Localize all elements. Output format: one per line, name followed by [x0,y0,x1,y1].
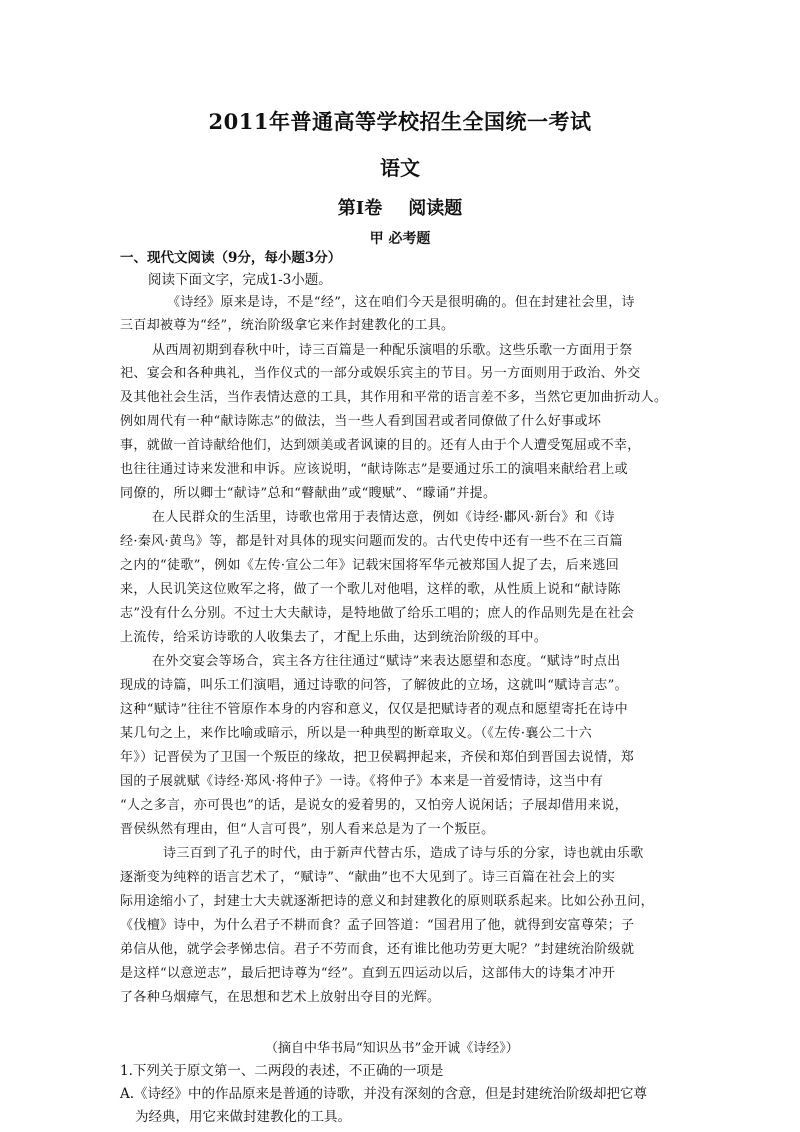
passage-line: 晋侯纵然有理由，但“人言可畏”，别人看来总是为了一个叛臣。 [120,822,495,837]
question-1-option-a: A.《诗经》中的作品原来是普通的诗歌，并没有深刻的含意，但是封建统治阶级却把它尊 [120,1086,648,1102]
passage-line: 诗三百到了孔子的时代，由于新声代替古乐，造成了诗与乐的分家，诗也就由乐歌 [163,846,644,861]
volume-heading [0,194,800,220]
passage-line: 也往往通过诗来发泄和申诉。应该说明，“献诗陈志”是要通过乐工的演唱来献给君上或 [120,462,628,477]
passage-line: 及其他社会生活，当作表情达意的工具，其作用和平常的语言差不多，当然它更加曲折动人。 [120,390,668,405]
passage-line: 从西周初期到春秋中叶，诗三百篇是一种配乐演唱的乐歌。这些乐歌一方面用于祭 [152,343,633,358]
passage-line: 例如周代有一种“献诗陈志”的做法，当一些人看到国君或者同僚做了什么好事或坏 [120,414,602,429]
passage-line: 《伐檀》诗中，为什么君子不耕而食？孟子回答道：“国君用了他，就得到安富尊荣；子 [120,918,635,933]
passage-line: 逐渐变为纯粹的语言艺术了，“赋诗”、“献曲”也不大见到了。诗三百篇在社会上的实 [120,870,616,885]
reading-instruction: 阅读下面文字，完成1-3小题。 [148,272,332,288]
passage-line: 在外交宴会等场合，宾主各方往往通过“赋诗”来表达愿望和态度。“赋诗”时点出 [152,654,621,669]
passage-line: 是这样“以意逆志”，最后把诗尊为“经”。直到五四运动以后，这部伟大的诗集才冲开 [120,966,616,981]
passage-line: 弟信从他，就学会孝悌忠信。君子不劳而食，还有谁比他功劳更大呢？”封建统治阶级就 [120,942,635,957]
passage-line: “人之多言，亦可畏也”的话，是说女的爱着男的，又怕旁人说闲话；子展却借用来说， [120,798,628,813]
subject-title: 语文 [380,156,420,180]
passage-line: 现成的诗篇，叫乐工们演唱，通过诗歌的问答，了解彼此的立场，这就叫“赋诗言志”。 [120,678,628,693]
passage-line: 某几句之上，来作比喻或暗示，所以是一种典型的断章取义。（《左传·襄公二十六 [120,726,593,741]
passage-line: 事，就做一首诗献给他们，达到颂美或者讽谏的目的。还有人由于个人遭受冤屈或不幸， [120,438,641,453]
question-1-option-a-continued: 为经典，用它来做封建教化的工具。 [135,1109,351,1125]
passage-line: 在人民群众的生活里，诗歌也常用于表情达意，例如《诗经·鄘风·新台》和《诗 [152,510,615,525]
passage-line: 上流传，给采访诗歌的人收集去了，才配上乐曲，达到统治阶级的耳中。 [120,630,548,645]
passage-line: 之内的“徒歌”，例如《左传·宣公二年》记载宋国将军华元被郑国人捉了去，后来逃回 [120,558,620,573]
question-1-stem: 1.下列关于原文第一、二两段的表述，不正确的一项是 [120,1063,444,1079]
passage-line: 三百却被尊为“经”，统治阶级拿它来作封建教化的工具。 [120,318,455,333]
passage-line: 《诗经》原来是诗，不是“经”，这在咱们今天是很明确的。但在封建社会里，诗 [167,295,635,310]
volume-name: 阅读题 [408,198,463,219]
exam-title: 2011年普通高等学校招生全国统一考试 [208,109,592,134]
passage-source: （摘自中华书局“知识丛书”金开诚《诗经》） [265,1041,519,1056]
passage-line: 国的子展就赋《诗经·郑风·将仲子》一诗。《将仲子》本来是一首爱情诗，这当中有 [120,774,604,789]
passage-line: 同僚的，所以卿士“献诗”总和“瞽献曲”或“瞍赋”、“矇诵”并提。 [120,486,497,501]
passage-line: 祀、宴会和各种典礼，当作仪式的一部分或娱乐宾主的节目。另一方面则用于政治、外交 [120,366,641,381]
volume-number: 第I卷 [337,198,383,219]
passage-line: 际用途缩小了，封建士大夫就逐渐把诗的意义和封建教化的原则联系起来。比如公孙丑问， [120,894,655,909]
passage-line: 年》）记晋侯为了卫国一个叛臣的缘故，把卫侯羁押起来，齐侯和郑伯到晋国去说情，郑 [120,750,635,765]
part-heading: 甲 必考题 [369,231,431,247]
passage-line: 志”没有什么分别。不过士大夫献诗，是特地做了给乐工唱的；庶人的作品则先是在社会 [120,606,635,621]
passage-line: 经·秦风·黄鸟》等，都是针对具体的现实问题而发的。古代史传中还有一些不在三百篇 [120,534,623,549]
passage-line: 来，人民讥笑这位败军之将，做了一个歌儿对他唱，这样的歌，从性质上说和“献诗陈 [120,582,621,597]
passage-line: 了各种乌烟瘴气，在思想和艺术上放射出夺目的光辉。 [120,990,441,1005]
section-heading: 一、现代文阅读（9分，每小题3分） [120,250,342,266]
passage-line: 这种“赋诗”往往不管原作本身的内容和意义，仅仅是把赋诗者的观点和愿望寄托在诗中 [120,702,628,717]
